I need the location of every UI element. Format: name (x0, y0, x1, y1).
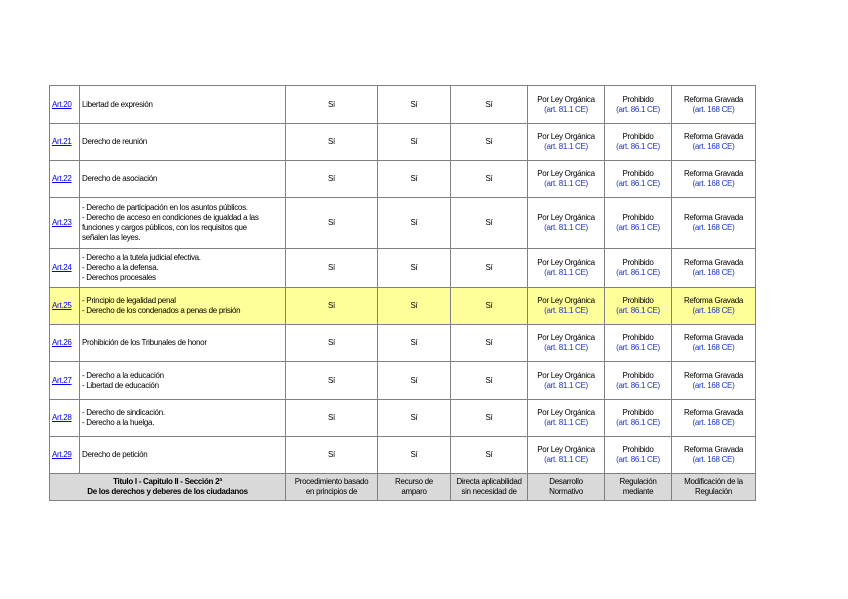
recurso-amparo-cell: Sí (378, 86, 451, 124)
cell-line: Reforma Gravada (683, 408, 744, 417)
cell-line: Prohibido (622, 132, 654, 141)
cell-line: Por Ley Orgánica (537, 132, 595, 141)
right-description (80, 161, 286, 198)
header-modificacion (672, 474, 756, 501)
header-directa-aplicabilidad (451, 474, 528, 501)
article-cell (50, 437, 80, 474)
article-link[interactable]: Art.21 (52, 137, 72, 146)
article-link[interactable]: Art.25 (52, 301, 72, 310)
ref-text: (art. 86.1 CE) (616, 455, 660, 464)
cell-line: Directa aplicabilidad (456, 477, 522, 486)
article-link[interactable]: Art.22 (52, 174, 72, 183)
table-row (50, 325, 756, 362)
ref-text: (art. 81.1 CE) (544, 268, 588, 277)
cell-line: Libertad de expresión (82, 99, 153, 109)
desarrollo-normativo-cell (528, 124, 605, 161)
cell-line: - Derecho de acceso en condiciones de igualdad a las (82, 213, 259, 222)
cell-line: De los derechos y deberes de los ciudadanos (87, 487, 248, 496)
ref-text: (art. 168 CE) (692, 223, 735, 232)
ref-text: (art. 81.1 CE) (544, 418, 588, 427)
header-regulacion (605, 474, 672, 501)
procedimiento-cell: Sí (286, 161, 378, 198)
cell-line: Prohibido (622, 333, 654, 342)
directa-aplicabilidad-cell: Sí (451, 161, 528, 198)
article-cell (50, 325, 80, 362)
cell-line: Prohibido (622, 408, 654, 417)
right-description (80, 288, 286, 325)
cell-line: Recurso de (395, 477, 433, 486)
procedimiento-cell: Sí (286, 437, 378, 474)
procedimiento-cell: Sí (286, 86, 378, 124)
cell-line: Derecho de petición (82, 450, 148, 459)
reforma-cell (672, 86, 756, 124)
procedimiento-cell: Sí (286, 288, 378, 325)
cell-line: Por Ley Orgánica (537, 258, 595, 267)
ref-text: (art. 86.1 CE) (616, 418, 660, 427)
cell-line: Por Ley Orgánica (537, 333, 595, 342)
cell-line: Prohibido (622, 94, 654, 104)
cell-line: - Derecho a la defensa. (82, 263, 159, 272)
recurso-amparo-cell: Sí (378, 198, 451, 249)
table-row (50, 86, 756, 124)
cell-line: Modificación de la (684, 477, 743, 486)
regulacion-cell (605, 288, 672, 325)
article-cell (50, 362, 80, 400)
cell-line: Prohibido (622, 445, 654, 454)
table-row (50, 362, 756, 400)
cell-line: Reforma Gravada (683, 333, 744, 342)
directa-aplicabilidad-cell: Sí (451, 124, 528, 161)
recurso-amparo-cell: Sí (378, 325, 451, 362)
table-row (50, 288, 756, 325)
article-cell (50, 400, 80, 437)
cell-line: Regulación (694, 487, 733, 496)
cell-line: Reforma Gravada (683, 296, 744, 305)
ref-text: (art. 168 CE) (692, 306, 735, 315)
cell-line: Derecho de reunión (82, 137, 147, 146)
right-description (80, 249, 286, 288)
procedimiento-cell: Sí (286, 362, 378, 400)
reforma-cell (672, 400, 756, 437)
reforma-cell (672, 362, 756, 400)
cell-line: Por Ley Orgánica (537, 213, 595, 222)
cell-line: señalen las leyes. (82, 233, 141, 242)
reforma-cell (672, 161, 756, 198)
regulacion-cell (605, 249, 672, 288)
table-row (50, 249, 756, 288)
reforma-cell (672, 325, 756, 362)
cell-line: Reforma Gravada (683, 213, 744, 222)
cell-line: - Derecho a la huelga. (82, 418, 155, 427)
desarrollo-normativo-cell (528, 198, 605, 249)
cell-line: Por Ley Orgánica (537, 296, 595, 305)
cell-line: Reforma Gravada (683, 132, 744, 141)
cell-line: mediante (622, 487, 654, 496)
ref-text: (art. 86.1 CE) (616, 380, 660, 390)
article-cell (50, 249, 80, 288)
ref-text: (art. 86.1 CE) (616, 306, 660, 315)
cell-line: Derecho de asociación (82, 174, 158, 183)
table-row (50, 400, 756, 437)
desarrollo-normativo-cell (528, 86, 605, 124)
cell-line: Prohibido (622, 296, 654, 305)
procedimiento-cell: Sí (286, 124, 378, 161)
right-description (80, 325, 286, 362)
cell-line: en principios de (305, 487, 358, 496)
ref-text: (art. 86.1 CE) (616, 343, 660, 352)
cell-line: Por Ley Orgánica (537, 445, 595, 454)
article-link[interactable]: Art.27 (52, 375, 72, 385)
table-row (50, 124, 756, 161)
article-link[interactable]: Art.26 (52, 338, 72, 347)
ref-text: (art. 86.1 CE) (616, 268, 660, 277)
desarrollo-normativo-cell (528, 362, 605, 400)
right-description (80, 86, 286, 124)
cell-line: - Derechos procesales (82, 273, 156, 282)
ref-text: (art. 86.1 CE) (616, 142, 660, 151)
header-procedimiento (286, 474, 378, 501)
cell-line: Reforma Gravada (683, 445, 744, 454)
cell-line: Por Ley Orgánica (537, 370, 595, 380)
ref-text: (art. 86.1 CE) (616, 104, 660, 114)
article-cell (50, 86, 80, 124)
ref-text: (art. 168 CE) (692, 104, 735, 114)
right-description (80, 362, 286, 400)
cell-line: Prohibido (622, 169, 654, 178)
ref-text: (art. 81.1 CE) (544, 343, 588, 352)
ref-text: (art. 168 CE) (692, 343, 735, 352)
cell-line: Reforma Gravada (683, 370, 744, 380)
ref-text: (art. 168 CE) (692, 380, 735, 390)
cell-line: Por Ley Orgánica (537, 94, 595, 104)
desarrollo-normativo-cell (528, 437, 605, 474)
procedimiento-cell: Sí (286, 400, 378, 437)
directa-aplicabilidad-cell: Sí (451, 400, 528, 437)
cell-line: Titulo I - Capitulo II - Sección 2ª (113, 477, 222, 486)
cell-line: sin necesidad de (461, 487, 517, 496)
procedimiento-cell: Sí (286, 198, 378, 249)
ref-text: (art. 86.1 CE) (616, 179, 660, 188)
article-link[interactable]: Art.24 (52, 263, 72, 272)
cell-line: Reforma Gravada (683, 258, 744, 267)
cell-line: Reforma Gravada (683, 169, 744, 178)
directa-aplicabilidad-cell: Sí (451, 198, 528, 249)
regulacion-cell (605, 198, 672, 249)
procedimiento-cell: Sí (286, 325, 378, 362)
recurso-amparo-cell: Sí (378, 124, 451, 161)
recurso-amparo-cell: Sí (378, 400, 451, 437)
reforma-cell (672, 249, 756, 288)
table-footer-header (50, 474, 756, 501)
recurso-amparo-cell: Sí (378, 437, 451, 474)
table-row (50, 198, 756, 249)
desarrollo-normativo-cell (528, 288, 605, 325)
ref-text: (art. 81.1 CE) (544, 455, 588, 464)
cell-line: - Libertad de educación (82, 380, 159, 390)
reforma-cell (672, 124, 756, 161)
directa-aplicabilidad-cell: Sí (451, 325, 528, 362)
cell-line: Por Ley Orgánica (537, 408, 595, 417)
ref-text: (art. 81.1 CE) (544, 179, 588, 188)
ref-text: (art. 81.1 CE) (544, 306, 588, 315)
rights-table (49, 85, 756, 501)
cell-line: - Derecho a la tutela judicial efectiva. (82, 253, 201, 262)
cell-line: - Derecho de sindicación. (82, 408, 165, 417)
directa-aplicabilidad-cell: Sí (451, 86, 528, 124)
regulacion-cell (605, 86, 672, 124)
cell-line: Por Ley Orgánica (537, 169, 595, 178)
regulacion-cell (605, 362, 672, 400)
cell-line: Prohibido (622, 370, 654, 380)
table-row (50, 161, 756, 198)
header-desarrollo-normativo (528, 474, 605, 501)
cell-line: Prohibición de los Tribunales de honor (82, 338, 207, 347)
regulacion-cell (605, 161, 672, 198)
ref-text: (art. 86.1 CE) (616, 223, 660, 232)
right-description (80, 437, 286, 474)
directa-aplicabilidad-cell: Sí (451, 437, 528, 474)
recurso-amparo-cell: Sí (378, 161, 451, 198)
section-title (50, 474, 286, 501)
right-description (80, 124, 286, 161)
cell-line: Regulación (619, 477, 657, 486)
header-recurso-amparo (378, 474, 451, 501)
article-link[interactable]: Art.23 (52, 218, 72, 227)
recurso-amparo-cell: Sí (378, 288, 451, 325)
article-link[interactable]: Art.28 (52, 413, 72, 422)
desarrollo-normativo-cell (528, 249, 605, 288)
article-cell (50, 198, 80, 249)
right-description (80, 400, 286, 437)
cell-line: funciones y cargos públicos, con los requisitos que (82, 223, 247, 232)
ref-text: (art. 168 CE) (692, 268, 735, 277)
regulacion-cell (605, 124, 672, 161)
reforma-cell (672, 437, 756, 474)
directa-aplicabilidad-cell: Sí (451, 288, 528, 325)
ref-text: (art. 168 CE) (692, 418, 735, 427)
cell-line: - Derecho a la educación (82, 370, 164, 380)
cell-line: amparo (401, 487, 427, 496)
ref-text: (art. 81.1 CE) (544, 142, 588, 151)
regulacion-cell (605, 437, 672, 474)
ref-text: (art. 168 CE) (692, 455, 735, 464)
reforma-cell (672, 288, 756, 325)
ref-text: (art. 81.1 CE) (544, 104, 588, 114)
table-row (50, 437, 756, 474)
article-link[interactable]: Art.29 (52, 450, 72, 459)
directa-aplicabilidad-cell: Sí (451, 249, 528, 288)
article-cell (50, 288, 80, 325)
cell-line: Procedimiento basado (294, 477, 369, 486)
article-cell (50, 161, 80, 198)
article-cell (50, 124, 80, 161)
regulacion-cell (605, 400, 672, 437)
ref-text: (art. 81.1 CE) (544, 223, 588, 232)
cell-line: Reforma Gravada (683, 94, 744, 104)
desarrollo-normativo-cell (528, 400, 605, 437)
desarrollo-normativo-cell (528, 325, 605, 362)
recurso-amparo-cell: Sí (378, 249, 451, 288)
cell-line: Desarrollo (549, 477, 583, 486)
ref-text: (art. 81.1 CE) (544, 380, 588, 390)
cell-line: Prohibido (622, 258, 654, 267)
reforma-cell (672, 198, 756, 249)
desarrollo-normativo-cell (528, 161, 605, 198)
cell-line: - Derecho de los condenados a penas de prisión (82, 306, 241, 315)
ref-text: (art. 168 CE) (692, 142, 735, 151)
directa-aplicabilidad-cell: Sí (451, 362, 528, 400)
article-link[interactable]: Art.20 (52, 99, 72, 109)
cell-line: Prohibido (622, 213, 654, 222)
cell-line: - Principio de legalidad penal (82, 296, 176, 305)
cell-line: Normativo (549, 487, 583, 496)
right-description (80, 198, 286, 249)
cell-line: - Derecho de participación en los asuntos públicos. (82, 203, 248, 212)
regulacion-cell (605, 325, 672, 362)
ref-text: (art. 168 CE) (692, 179, 735, 188)
procedimiento-cell: Sí (286, 249, 378, 288)
recurso-amparo-cell: Sí (378, 362, 451, 400)
